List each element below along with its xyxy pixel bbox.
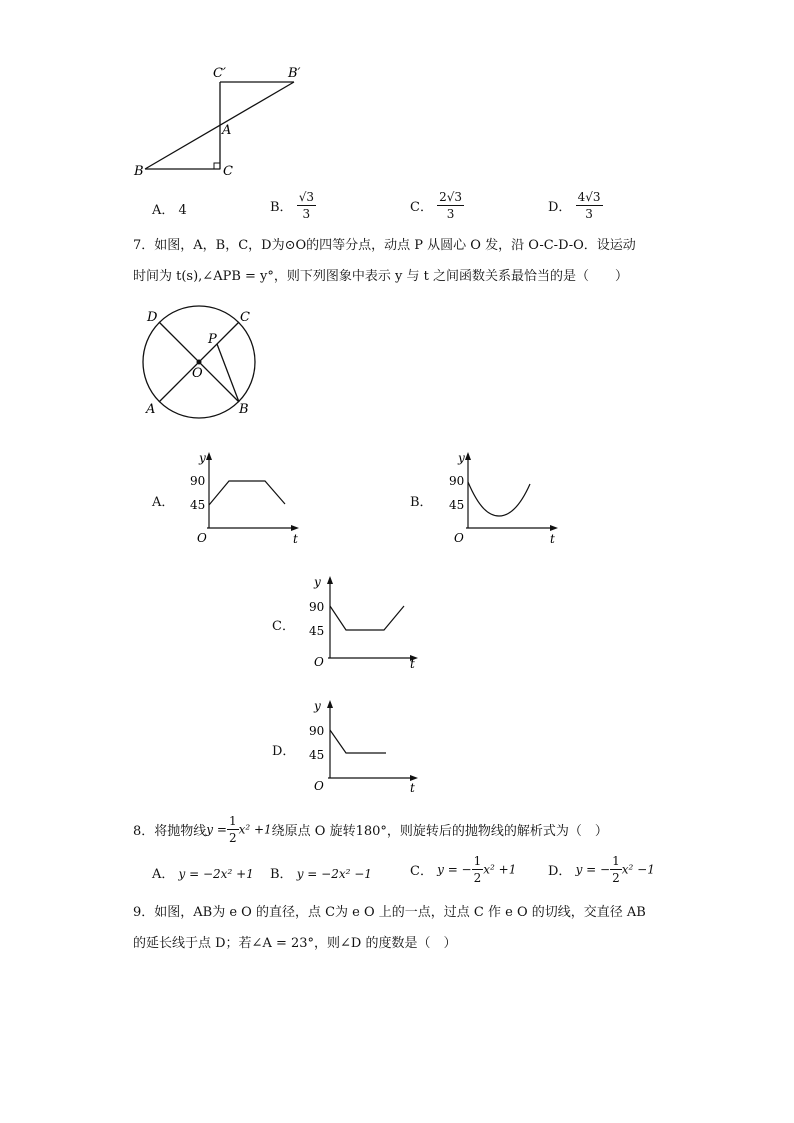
- svg-text:y: y: [458, 451, 465, 465]
- q8-option-a[interactable]: A． y = −2x² +1: [152, 867, 254, 882]
- fraction: $\frac{1}{2}$: [612, 854, 620, 885]
- svg-text:y: y: [314, 699, 321, 713]
- label-a: A: [146, 402, 156, 417]
- label-b: B: [239, 402, 249, 417]
- svg-text:45: 45: [190, 498, 206, 512]
- label-d: D: [147, 310, 158, 325]
- label-c: C: [240, 310, 250, 325]
- q6-option-a[interactable]: A． 4: [152, 203, 187, 218]
- q7-graph-c[interactable]: [306, 574, 431, 674]
- svg-text:45: 45: [309, 748, 325, 762]
- fraction: $\frac{4√3}{3}$: [577, 190, 601, 221]
- q8-option-d[interactable]: D． y = − $\frac{1}{2}$ x² −1: [548, 854, 655, 885]
- fraction: $\frac{1}{2}$: [228, 814, 237, 845]
- q8-option-b[interactable]: B． y = −2x² −1: [270, 867, 372, 882]
- label-c-prime: C′: [213, 66, 226, 81]
- q7-option-a-label[interactable]: A．: [152, 495, 175, 510]
- q9-stem-line2: 的延长线于点 D；若∠A = 23°，则∠D 的度数是（ ）: [133, 936, 457, 951]
- svg-text:O: O: [197, 531, 207, 545]
- label-a: A: [222, 123, 232, 138]
- svg-text:t: t: [293, 532, 298, 546]
- label-b: B: [134, 164, 144, 179]
- fraction: $\frac{2√3}{3}$: [439, 190, 463, 221]
- q7-stem-line2: 时间为 t(s),∠APB = y°，则下列图象中表示 y 与 t 之间函数关系最恰当的是（ ）: [133, 269, 628, 284]
- label-c: C: [223, 164, 233, 179]
- q6-option-c[interactable]: C． $\frac{2√3}{3}$: [410, 190, 463, 221]
- q7-stem-line1: 7．如图，A，B，C，D为⊙O的四等分点，动点 P 从圆心 O 发，沿 O-C-D-O．设运动: [133, 238, 636, 253]
- q7-graph-a[interactable]: [185, 450, 305, 550]
- svg-text:45: 45: [309, 624, 325, 638]
- q6-option-d[interactable]: D． $\frac{4√3}{3}$: [548, 190, 601, 221]
- q7-option-b-label[interactable]: B．: [410, 495, 433, 510]
- svg-text:O: O: [454, 531, 464, 545]
- q7-option-d-label[interactable]: D．: [272, 744, 296, 759]
- q7-option-c-label[interactable]: C．: [272, 619, 295, 634]
- fraction: $\frac{√3}{3}$: [298, 190, 314, 221]
- label-o: O: [192, 366, 203, 381]
- q7-graph-d[interactable]: [306, 698, 431, 798]
- triangle-figure: [130, 62, 320, 182]
- label-b-prime: B′: [288, 66, 301, 81]
- fraction: $\frac{1}{2}$: [473, 854, 482, 885]
- circle-figure: [140, 305, 270, 420]
- q9-stem-line1: 9．如图，AB为 e O 的直径，点 C为 e O 上的一点，过点 C 作 e O 的切线，交直径 AB: [133, 905, 646, 920]
- svg-text:t: t: [410, 657, 415, 671]
- svg-text:O: O: [314, 779, 324, 793]
- svg-text:t: t: [410, 781, 415, 795]
- q8-stem: 8．将抛物线y = $\frac{1}{2}$ x² +1绕原点 O 旋转180°，则旋转后的抛物线的解析式为（ ）: [133, 814, 608, 845]
- svg-text:t: t: [550, 532, 555, 546]
- svg-text:O: O: [314, 655, 324, 669]
- q7-graph-b[interactable]: [444, 450, 569, 550]
- svg-text:y: y: [199, 451, 206, 465]
- svg-text:y: y: [314, 575, 321, 589]
- label-p: P: [208, 332, 217, 347]
- svg-text:90: 90: [309, 724, 325, 738]
- svg-text:90: 90: [190, 474, 206, 488]
- q6-option-b[interactable]: B． $\frac{√3}{3}$: [270, 190, 314, 221]
- q8-option-c[interactable]: C． y = − $\frac{1}{2}$ x² +1: [410, 854, 517, 885]
- svg-text:45: 45: [449, 498, 465, 512]
- svg-text:90: 90: [449, 474, 465, 488]
- svg-text:90: 90: [309, 600, 325, 614]
